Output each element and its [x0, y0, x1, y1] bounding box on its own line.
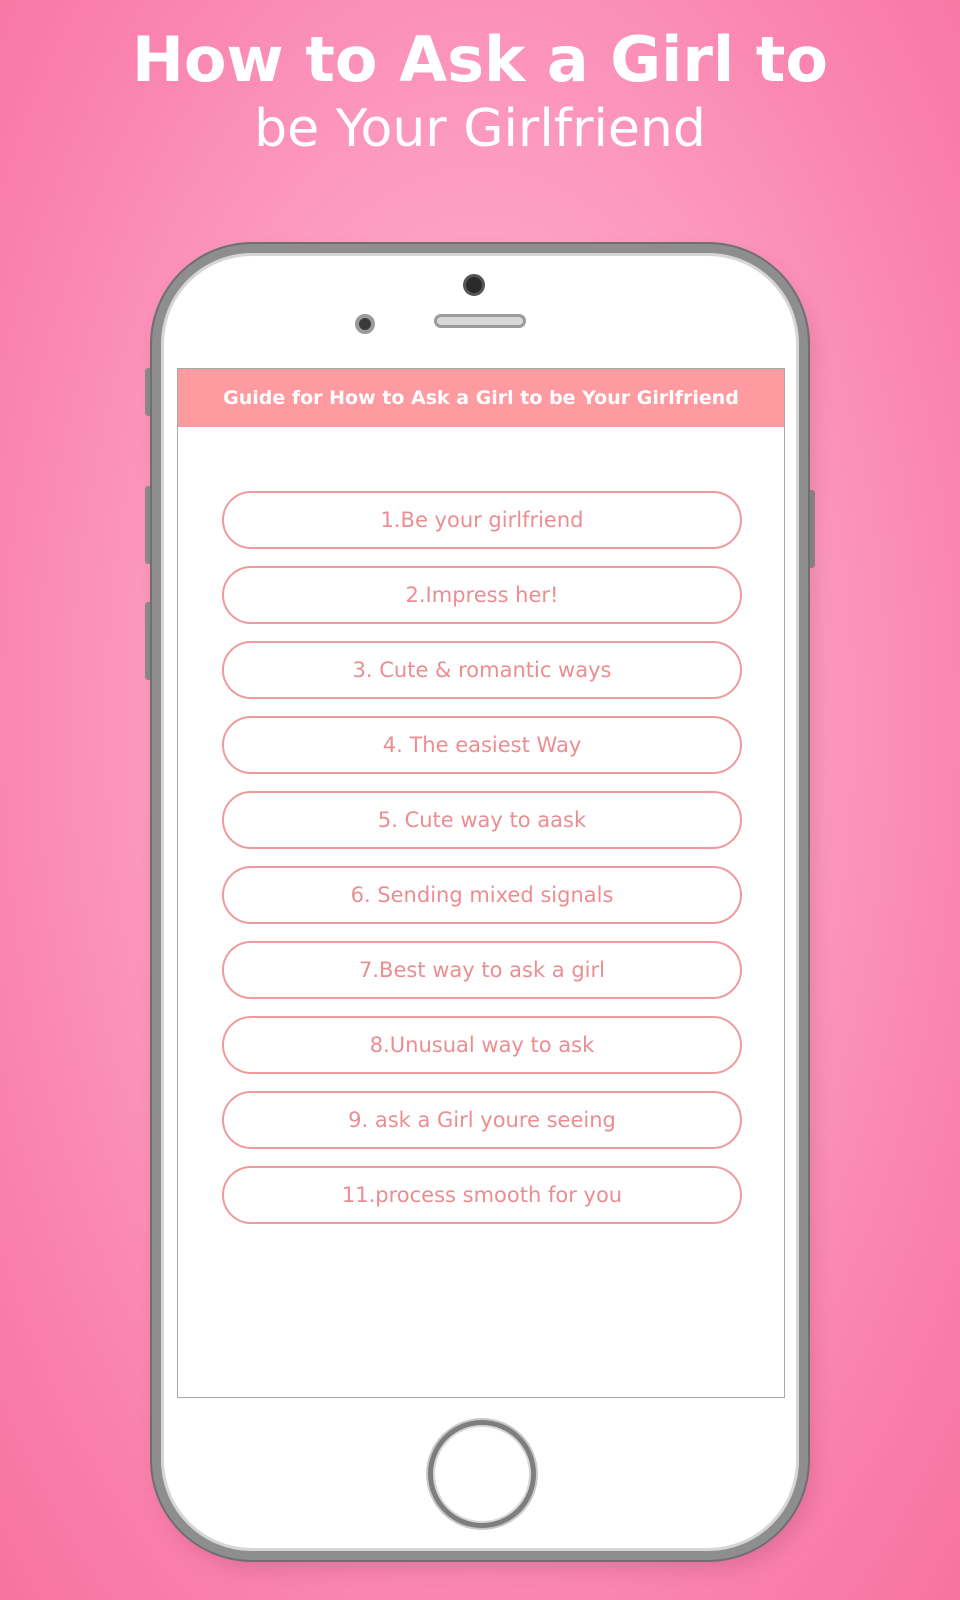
guide-menu-list: [222, 491, 742, 1241]
menu-item-4[interactable]: 4. The easiest Way: [222, 716, 742, 774]
promo-title-line2: be Your Girlfriend: [254, 99, 706, 159]
menu-item-7[interactable]: 7.Best way to ask a girl: [222, 941, 742, 999]
earpiece-speaker: [434, 314, 526, 328]
app-screen: [177, 368, 785, 1398]
phone-power-button: [807, 490, 815, 568]
proximity-sensor-icon: [355, 314, 375, 334]
menu-item-5[interactable]: 5. Cute way to aask: [222, 791, 742, 849]
menu-item-2[interactable]: 2.Impress her!: [222, 566, 742, 624]
menu-item-11[interactable]: 11.process smooth for you: [222, 1166, 742, 1224]
menu-item-3[interactable]: 3. Cute & romantic ways: [222, 641, 742, 699]
phone-home-button[interactable]: [428, 1420, 536, 1528]
menu-item-1[interactable]: 1.Be your girlfriend: [222, 491, 742, 549]
promo-title-line1: How to Ask a Girl to: [131, 23, 829, 96]
menu-item-6[interactable]: 6. Sending mixed signals: [222, 866, 742, 924]
menu-item-9[interactable]: 9. ask a Girl youre seeing: [222, 1091, 742, 1149]
front-camera-icon: [463, 274, 485, 296]
app-header-bar: [178, 369, 784, 427]
menu-item-8[interactable]: 8.Unusual way to ask: [222, 1016, 742, 1074]
app-header-title: Guide for How to Ask a Girl to be Your Girlfriend: [223, 387, 739, 409]
promo-title: [0, 22, 960, 160]
